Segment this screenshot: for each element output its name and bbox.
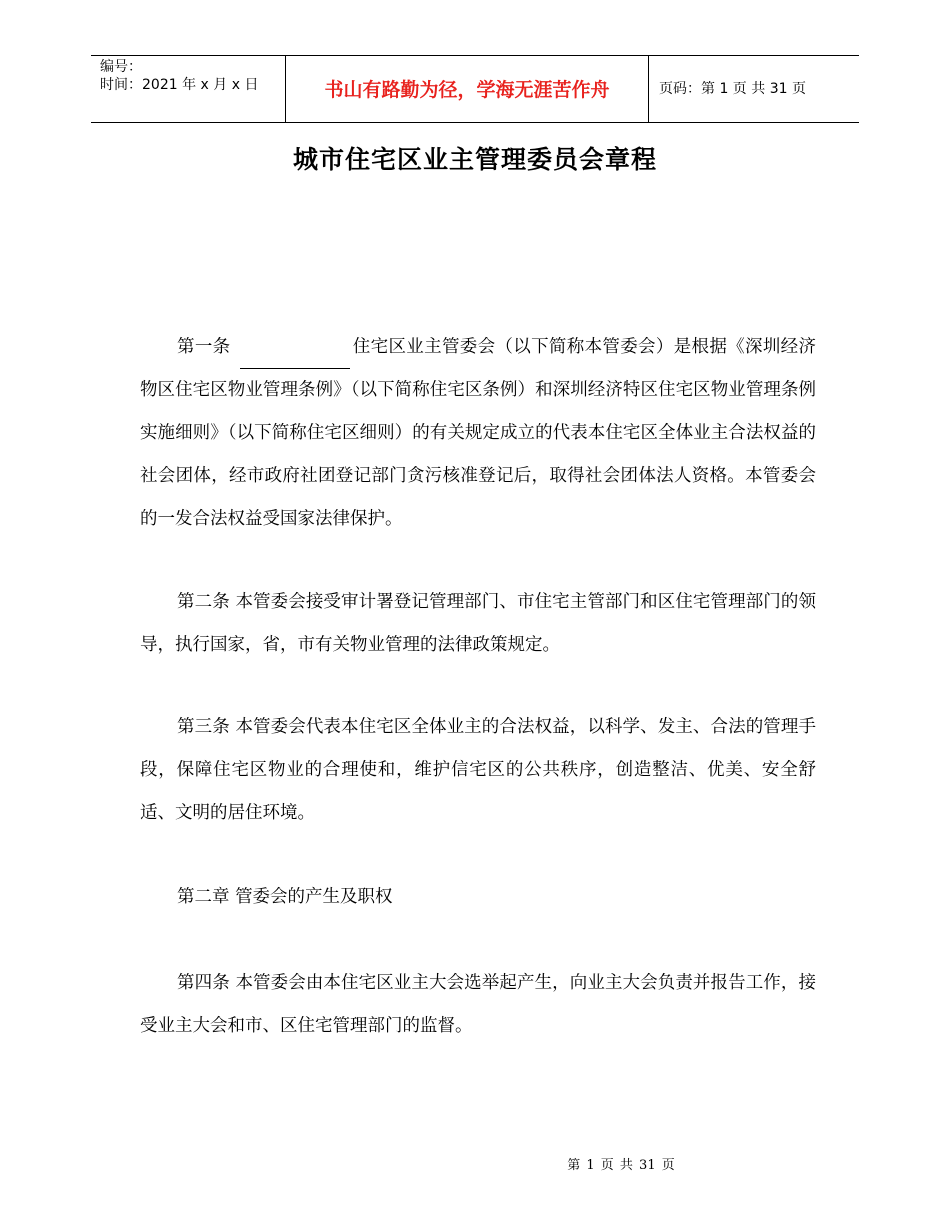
article-1-text: 住宅区业主管委会（以下简称本管委会）是根据《深圳经济物区住宅区物业管理条例》（以下简称住宅区条例）和深圳经济特区住宅区物业管理条例实施细则》（以下简称住宅区细则）的有关规定成立的代表本住宅区全体业主合法权益的社会团体，经市政府社团登记部门贪污核准登记后，取得社会团体法人资格。本管委会的一发合法权益受国家法律保护。	[140, 337, 816, 529]
paragraph-article-3: 第三条 本管委会代表本住宅区全体业主的合法权益，以科学、发主、合法的管理手段，保障住宅区物业的合理使和，维护信宅区的公共秩序，创造整洁、优美、安全舒适、文明的居住环境。	[140, 717, 816, 823]
document-number-label: 编号：	[100, 59, 142, 75]
paragraph-article-4: 第四条 本管委会由本住宅区业主大会选举起产生，向业主大会负责并报告工作，接受业主大会和市、区住宅管理部门的监督。	[140, 973, 816, 1036]
header-motto-cell	[286, 56, 649, 122]
page-footer: 第 1 页 共 31 页	[567, 1158, 675, 1173]
paragraph-article-1	[140, 326, 816, 541]
document-title: 城市住宅区业主管理委员会章程	[292, 145, 657, 174]
header-page-cell	[649, 56, 859, 122]
header-meta-cell	[91, 56, 286, 122]
paragraph-article-2: 第二条 本管委会接受审计署登记管理部门、市住宅主管部门和区住宅管理部门的领导，执行国家，省，市有关物业管理的法律政策规定。	[140, 592, 816, 655]
header-page-info: 页码：第 1 页 共 31 页	[659, 81, 806, 97]
article-1-label: 第一条	[177, 337, 231, 357]
document-time-label: 时间：2021 年 x 月 x 日	[100, 77, 259, 93]
header-motto: 书山有路勤为径，学海无涯苦作舟	[324, 79, 610, 101]
document-header	[91, 55, 859, 123]
fill-in-blank	[240, 348, 350, 369]
chapter-heading: 第二章 管委会的产生及职权	[177, 887, 393, 907]
